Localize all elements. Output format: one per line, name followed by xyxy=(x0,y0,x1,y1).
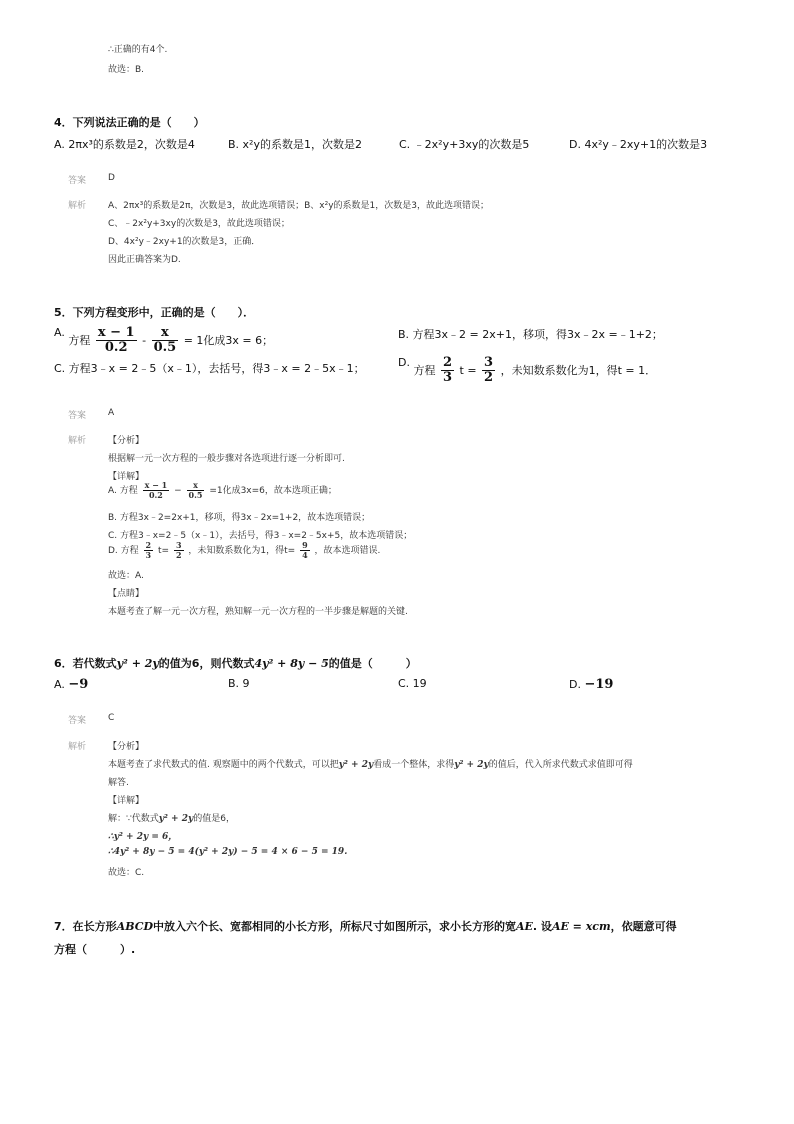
q7-stem-line-1: 7．在长方形ABCD中放入六个长、宽都相同的小长方形，所标尺寸如图所示，求小长方形的宽AE. 设AE = xcm，依题意可得 xyxy=(54,920,677,933)
q6-answer-label: 答案 xyxy=(68,716,87,726)
q5-analysis-label: 解析 xyxy=(68,436,87,446)
q5-detail-tag: 【详解】 xyxy=(108,472,145,482)
q6-choice: 故选：C. xyxy=(108,868,145,878)
prev-conclusion: ∴正确的有4个. xyxy=(108,45,168,55)
q6-option-b: B. 9 xyxy=(228,677,250,690)
q7-stem-line-2: 方程（ ）. xyxy=(54,943,136,956)
q6-stem: 6．若代数式y² + 2y的值为6，则代数式4y² + 8y − 5的值是（ ） xyxy=(54,657,417,670)
q5-option-b: B. 方程3x﹣2 = 2x+1，移项，得3x﹣2x =﹣1+2； xyxy=(398,328,663,341)
q4-option-b: B. x²y的系数是1，次数是2 xyxy=(228,138,362,151)
q4-explanation-1: A、2πx³的系数是2π，次数是3，故此选项错误；B、x²y的系数是1，次数是3，故此选项错误； xyxy=(108,201,489,211)
q6-option-a: A. −9 xyxy=(54,677,89,692)
q4-answer: D xyxy=(108,173,115,183)
q5-stem: 5．下列方程变形中，正确的是（ ）． xyxy=(54,306,255,319)
q4-option-d: D. 4x²y﹣2xy+1的次数是3 xyxy=(569,138,708,151)
q5-analysis-text: 根据解一元一次方程的一般步骤对各选项进行逐一分析即可. xyxy=(108,454,345,464)
q5-detail-a: A. 方程 $\frac{x - 1}{0.2}$ − $\frac{x}{0.5}$ =1化成3x=6，故本选项正确； xyxy=(108,480,337,500)
q5-option-d: D. 方程 $\frac{2}{3}$ t = $\frac{3}{2}$ ，未知数系数化为1，得t = 1． xyxy=(398,355,657,386)
q5-detail-c: C. 方程3﹣x=2﹣5（x﹣1），去括号，得3﹣x=2﹣5x+5，故本选项错误； xyxy=(108,531,413,541)
q6-detail-line-1: 解：∵代数式y² + 2y的值是6， xyxy=(108,814,235,824)
q4-explanation-4: 因此正确答案为D. xyxy=(108,255,181,265)
q4-answer-label: 答案 xyxy=(68,176,87,186)
q5-analysis-tag: 【分析】 xyxy=(108,436,145,446)
q6-detail-line-2: ∴y² + 2y = 6， xyxy=(108,832,178,842)
q5-answer: A xyxy=(108,408,115,418)
q4-option-a: A. 2πx³的系数是2，次数是4 xyxy=(54,138,195,151)
q4-stem: 4．下列说法正确的是（ ） xyxy=(54,116,205,129)
q4-option-c: C. ﹣2x²y+3xy的次数是5 xyxy=(399,138,530,151)
q5-detail-d: D. 方程 $\frac{2}{3}$ t= $\frac{3}{2}$ ，未知数系数化为1，得t= $\frac{9}{4}$ ，故本选项错误. xyxy=(108,540,381,560)
q5-answer-label: 答案 xyxy=(68,411,87,421)
q5-review-tag: 【点睛】 xyxy=(108,589,145,599)
q5-option-c: C. 方程3﹣x = 2﹣5（x﹣1），去括号，得3﹣x = 2﹣5x﹣1； xyxy=(54,362,365,375)
q6-analysis-line-2: 解答. xyxy=(108,778,129,788)
q4-explanation-2: C、﹣2x²y+3xy的次数是3，故此选项错误； xyxy=(108,219,290,229)
q5-review-text: 本题考查了解一元一次方程，熟知解一元一次方程的一半步骤是解题的关键. xyxy=(108,607,408,617)
q4-explanation-3: D、4x²y﹣2xy+1的次数是3，正确． xyxy=(108,237,261,247)
q6-analysis-tag: 【分析】 xyxy=(108,742,145,752)
q5-choice: 故选：A. xyxy=(108,571,144,581)
q6-option-c: C. 19 xyxy=(398,677,427,690)
q5-detail-b: B. 方程3x﹣2=2x+1，移项，得3x﹣2x=1+2，故本选项错误； xyxy=(108,513,371,523)
q6-analysis-line-1: 本题考查了求代数式的值. 观察题中的两个代数式，可以把y² + 2y看成一个整体，求得y² + 2y的值后，代入所求代数式求值即可得 xyxy=(108,760,633,770)
q6-detail-line-3: ∴4y² + 8y − 5 = 4(y² + 2y) − 5 = 4 × 6 − 5 = 19. xyxy=(108,847,348,857)
q5-option-a: A. 方程 $\frac{x - 1}{0.2}$ - $\frac{x}{0.5}$ = 1化成3x = 6； xyxy=(54,325,274,356)
q6-answer: C xyxy=(108,713,115,723)
q4-analysis-label: 解析 xyxy=(68,201,87,211)
q6-analysis-label: 解析 xyxy=(68,742,87,752)
q6-option-d: D. −19 xyxy=(569,677,614,692)
prev-choice: 故选：B. xyxy=(108,65,145,75)
q6-detail-tag: 【详解】 xyxy=(108,796,145,806)
